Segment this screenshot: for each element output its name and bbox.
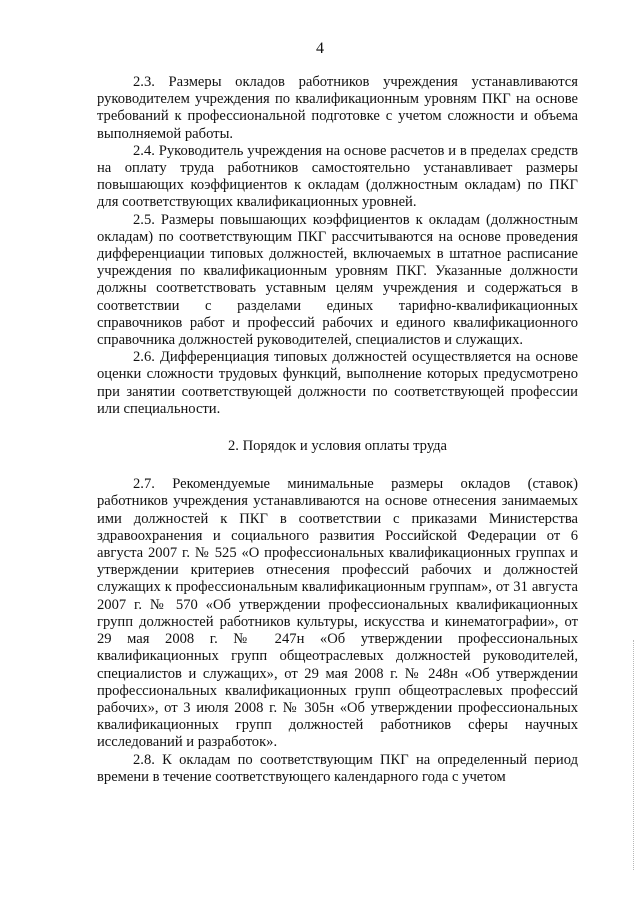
paragraph-2-7: 2.7. Рекомендуемые минимальные размеры окладов (ставок) работников учреждения устанавливаются на основе отнесения занимаемых ими должностей к ПКГ в соответствии с приказами Министерства здравоохранения и социального развития Российской Федерации от 6 августа 2007 г. № 525 «О профессиональных квалификационных группах и утверждении критериев отнесения профессий рабочих и должностей служащих к профессиональным квалификационным группам», от 31 августа 2007 г. № 570 «Об утверждении профессиональных квалификационных групп должностей работников культуры, искусства и кинематографии», от 29 мая 2008 г. № 247н «Об утверждении профессиональных квалификационных групп общеотраслевых должностей руководителей, специалистов и служащих», от 29 мая 2008 г. № 248н «Об утверждении профессиональных квалификационных групп общеотраслевых профессий рабочих», от 3 июля 2008 г. № 305н «Об утверждении профессиональных квалификационных групп должностей работников сферы научных исследований и разработок». (97, 476, 578, 751)
section-heading: 2. Порядок и условия оплаты труда (227, 438, 448, 455)
paragraph-2-8: 2.8. К окладам по соответствующим ПКГ на определенный период времени в течение соответствующего календарного года с учетом (97, 751, 578, 785)
page-number: 4 (316, 40, 324, 57)
paragraph-2-3: 2.3. Размеры окладов работников учреждения устанавливаются руководителем учреждения по квалификационным уровням ПКГ на основе требований к профессиональной подготовке с учетом сложности и объема выполняемой работы. (97, 74, 578, 142)
paragraph-2-5: 2.5. Размеры повышающих коэффициентов к окладам (должностным окладам) по соответствующим ПКГ рассчитываются на основе проведения дифференциации типовых должностей, включаемых в штатное расписание учреждения по квалификационным уровням ПКГ. Указанные должности должны соответствовать уставным целям учреждения и содержаться в соответствии с разделами единых тарифно-квалификационных справочников работ и профессий рабочих и единого квалификационного справочника должностей руководителей, специалистов и служащих. (97, 211, 578, 349)
paragraph-2-4: 2.4. Руководитель учреждения на основе расчетов и в пределах средств на оплату труда работников самостоятельно устанавливает размеры повышающих коэффициентов к окладам (должностным окладам) по ПКГ для соответствующих квалификационных уровней. (97, 142, 578, 211)
scan-edge-marks (631, 640, 634, 870)
paragraph-2-6: 2.6. Дифференциация типовых должностей осуществляется на основе оценки сложности трудовых функций, выполнение которых предусмотрено при занятии соответствующей должности по соответствующей профессии или специальности. (97, 349, 578, 417)
document-body (97, 74, 578, 786)
